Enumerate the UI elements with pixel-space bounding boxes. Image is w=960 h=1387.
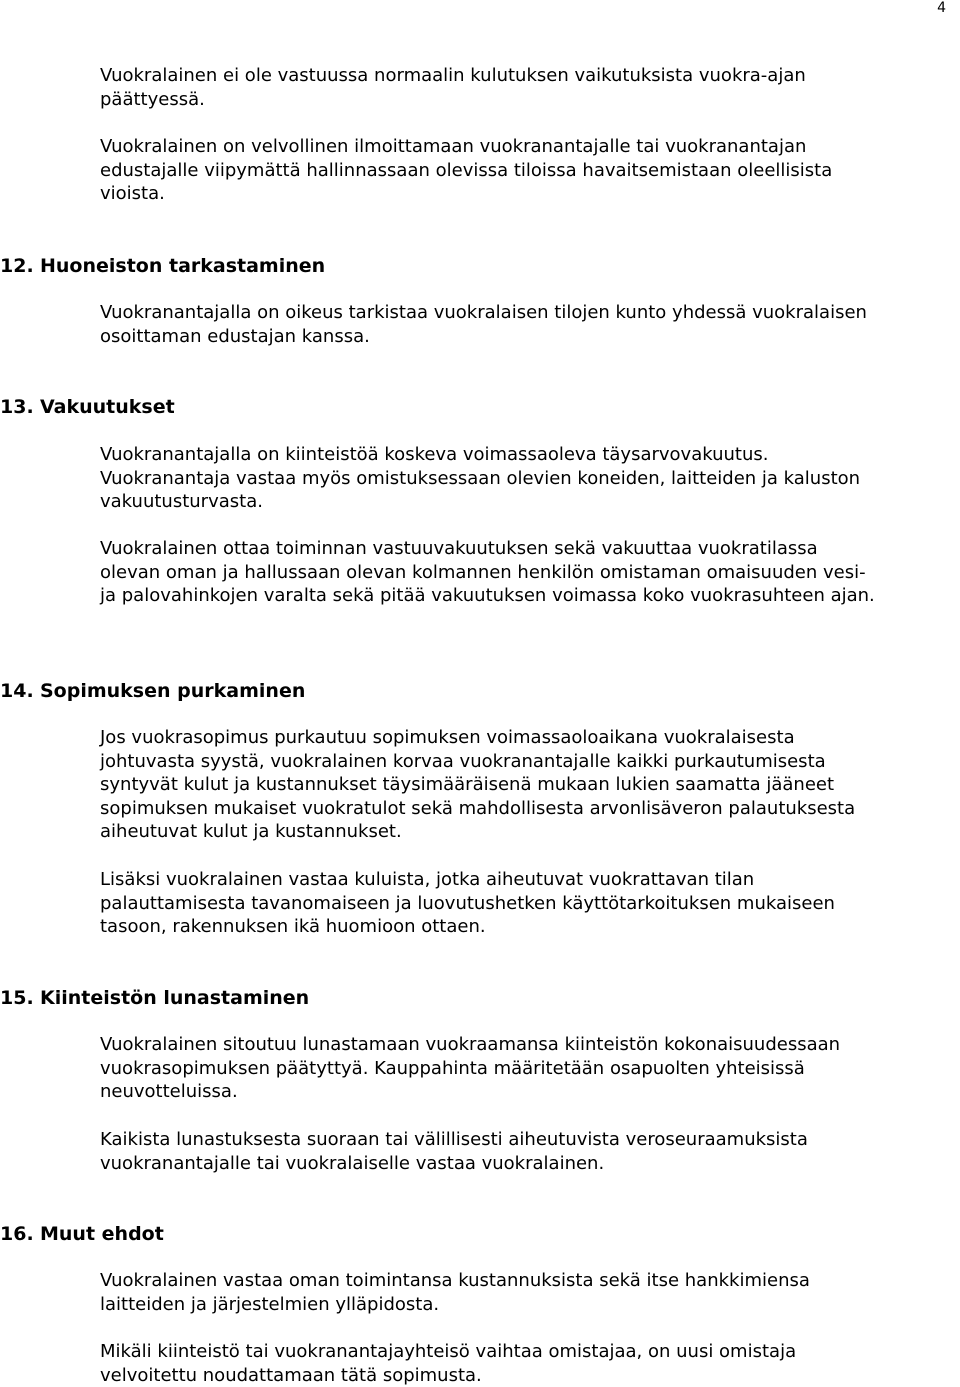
paragraph-line: velvoitettu noudattamaan tätä sopimusta. [100, 1364, 482, 1386]
paragraph-line: sopimuksen mukaiset vuokratulot sekä mahdollisesta arvonlisäveron palautuksesta [100, 797, 856, 819]
section-heading-13 [0, 395, 175, 419]
paragraph-line: edustajalle viipymättä hallinnassaan olevissa tiloissa havaitsemistaan oleellisista [100, 159, 833, 181]
section-heading-15 [0, 986, 309, 1010]
paragraph-ownership-change [100, 1340, 950, 1387]
paragraph-damage-notice [100, 135, 950, 206]
paragraph-line: laitteiden ja järjestelmien ylläpidosta. [100, 1293, 440, 1315]
section-title: Muut ehdot [40, 1223, 164, 1245]
paragraph-line: neuvotteluissa. [100, 1081, 238, 1102]
paragraph-line: vakuutusturvasta. [100, 491, 263, 512]
paragraph-line: osoittaman edustajan kanssa. [100, 325, 370, 347]
paragraph-line: aiheutuvat kulut ja kustannukset. [100, 821, 402, 842]
section-heading-16 [0, 1222, 164, 1246]
paragraph-line: vuokrasopimuksen päätyttyä. Kauppahinta määritetään osapuolten yhteisissä [100, 1057, 805, 1079]
paragraph-line: palauttamisesta tavanomaiseen ja luovutushetken käyttötarkoituksen mukaiseen [100, 892, 835, 914]
paragraph-line: vioista. [100, 183, 165, 204]
paragraph-restoration-costs [100, 868, 950, 939]
paragraph-redemption-commitment [100, 1033, 950, 1104]
section-title: Vakuutukset [40, 396, 175, 418]
paragraph-wear-and-tear [100, 64, 950, 111]
section-number: 12. [0, 255, 34, 277]
paragraph-operating-costs [100, 1269, 950, 1316]
paragraph-line: Vuokralainen sitoutuu lunastamaan vuokraamansa kiinteistön kokonaisuudessaan [100, 1034, 841, 1055]
paragraph-line: Vuokralainen ottaa toiminnan vastuuvakuutuksen sekä vakuuttaa vuokratilassa [100, 538, 818, 559]
paragraph-property-insurance [100, 443, 950, 514]
section-title: Huoneiston tarkastaminen [40, 255, 326, 277]
section-heading-14 [0, 679, 305, 703]
paragraph-line: olevan oman ja hallussaan olevan kolmannen henkilön omistaman omaisuuden vesi- [100, 561, 866, 583]
section-title: Sopimuksen purkaminen [40, 680, 306, 702]
paragraph-line: Vuokralainen ei ole vastuussa normaalin kulutuksen vaikutuksista vuokra-ajan [100, 65, 806, 86]
section-heading-12 [0, 254, 325, 278]
paragraph-line: syntyvät kulut ja kustannukset täysimääräisenä mukaan lukien saamatta jääneet [100, 774, 835, 795]
paragraph-line: Vuokralainen on velvollinen ilmoittamaan vuokranantajalle tai vuokranantajan [100, 136, 807, 157]
section-number: 15. [0, 987, 34, 1009]
section-number: 16. [0, 1223, 34, 1245]
paragraph-line: Vuokranantajalla on oikeus tarkistaa vuokralaisen tilojen kunto yhdessä vuokralaisen [100, 302, 867, 323]
section-number: 14. [0, 680, 34, 702]
section-number: 13. [0, 396, 34, 418]
paragraph-line: vuokranantajalle tai vuokralaiselle vastaa vuokralainen. [100, 1152, 605, 1174]
paragraph-line: tasoon, rakennuksen ikä huomioon ottaen. [100, 916, 486, 937]
paragraph-line: päättyessä. [100, 88, 205, 110]
paragraph-line: Vuokranantaja vastaa myös omistuksessaan olevien koneiden, laitteiden ja kaluston [100, 467, 861, 489]
paragraph-termination-costs [100, 726, 950, 844]
paragraph-line: johtuvasta syystä, vuokralainen korvaa vuokranantajalle kaikki purkautumisesta [100, 750, 826, 772]
paragraph-line: Vuokralainen vastaa oman toimintansa kustannuksista sekä itse hankkimiensa [100, 1270, 810, 1291]
page-number: 4 [937, 0, 946, 16]
paragraph-line: Jos vuokrasopimus purkautuu sopimuksen voimassaoloaikana vuokralaisesta [100, 727, 795, 748]
paragraph-line: Kaikista lunastuksesta suoraan tai välillisesti aiheutuvista veroseuraamuksista [100, 1129, 808, 1150]
paragraph-tax-consequences [100, 1128, 950, 1175]
paragraph-liability-insurance [100, 537, 950, 608]
section-title: Kiinteistön lunastaminen [40, 987, 310, 1009]
paragraph-line: Mikäli kiinteistö tai vuokranantajayhteisö vaihtaa omistajaa, on uusi omistaja [100, 1341, 797, 1362]
paragraph-inspection [100, 301, 950, 348]
paragraph-line: Lisäksi vuokralainen vastaa kuluista, jotka aiheutuvat vuokrattavan tilan [100, 869, 755, 890]
paragraph-line: ja palovahinkojen varalta sekä pitää vakuutuksen voimassa koko vuokrasuhteen ajan. [100, 585, 875, 606]
paragraph-line: Vuokranantajalla on kiinteistöä koskeva voimassaoleva täysarvovakuutus. [100, 444, 769, 465]
